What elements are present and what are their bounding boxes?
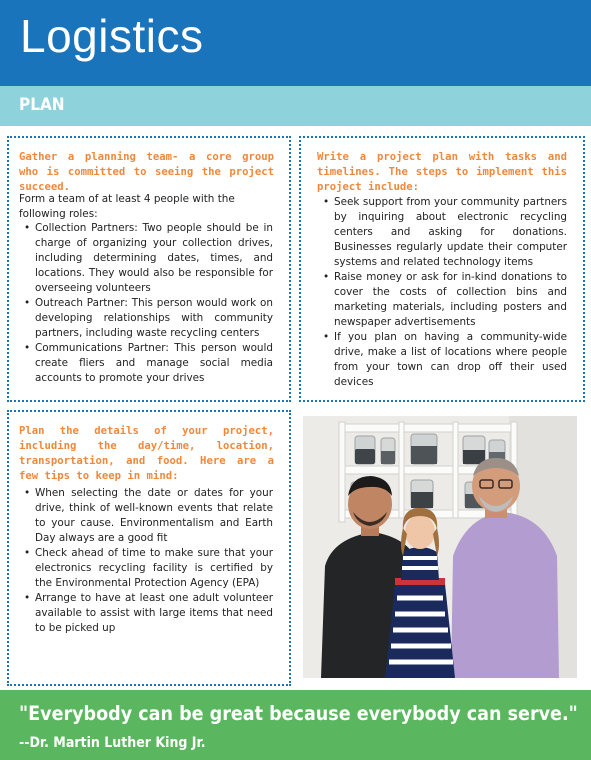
list-item: • Outreach Partner: This person would work on developing relationships with community partners, including waste recycling centers bbox=[20, 296, 273, 341]
list-item: • Arrange to have at least one adult volunteer available to assist with large items that need to be picked up bbox=[20, 591, 273, 636]
project-plan-heading: Write a project plan with tasks and timelines. The steps to implement this project include: bbox=[317, 151, 567, 193]
project-plan-list bbox=[319, 195, 567, 390]
page-title: Logistics bbox=[20, 10, 204, 62]
list-item: • Seek support from your community partners by inquiring about electronic recycling centers and asking for donations. Businesses regularly update their computer systems and related technology items bbox=[319, 195, 567, 270]
list-item: • Communications Partner: This person would create fliers and manage social media accounts to promote your drives bbox=[20, 341, 273, 386]
project-details-heading: Plan the details of your project, including the day/time, location, transportation, and food. Here are a few tips to keep in mind: bbox=[19, 425, 274, 482]
list-item: • When selecting the date or dates for your drive, think of well-known events that relate to your cause. Environmentalism and Earth Day always are a good fit bbox=[20, 486, 273, 546]
planning-team-heading: Gather a planning team- a core group who is committed to seeing the project succeed. bbox=[19, 151, 274, 193]
section-bar bbox=[0, 86, 591, 126]
list-item: • Check ahead of time to make sure that your electronics recycling facility is certified by the Environmental Protection Agency (EPA) bbox=[20, 546, 273, 591]
list-item: • Collection Partners: Two people should be in charge of organizing your collection drives, including determining dates, times, and locations. They would also be responsible for overseeing volunteers bbox=[20, 221, 273, 296]
header-bar bbox=[0, 0, 591, 86]
project-details-list bbox=[20, 486, 273, 636]
planning-team-intro: Form a team of at least 4 people with the following roles: bbox=[19, 193, 235, 220]
volunteers-photo bbox=[303, 416, 577, 678]
planning-team-list bbox=[20, 221, 273, 386]
quote-author: --Dr. Martin Luther King Jr. bbox=[19, 735, 206, 751]
list-item: • If you plan on having a community-wide drive, make a list of locations where people from your town can drop off their used devices bbox=[319, 330, 567, 390]
list-item: • Raise money or ask for in-kind donations to cover the costs of collection bins and marketing materials, including posters and newspaper advertisements bbox=[319, 270, 567, 330]
quote-text: "Everybody can be great because everybody can serve." bbox=[19, 702, 578, 725]
section-label: PLAN bbox=[19, 95, 65, 115]
